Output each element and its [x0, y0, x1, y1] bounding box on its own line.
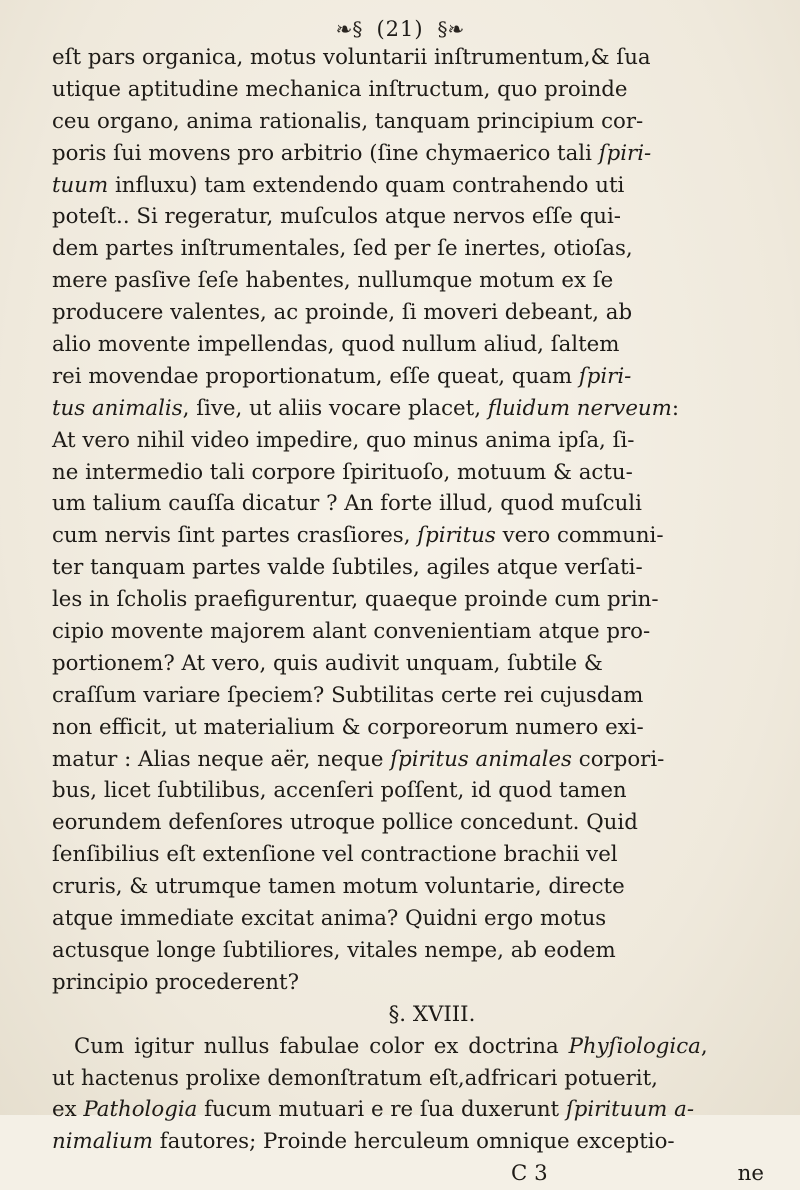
text-run: alio movente impellendas, quod nullum aliud, ſaltem	[52, 332, 620, 358]
signature-mark: C 3	[511, 1161, 548, 1187]
text-run: craſſum variare ſpeciem? Subtilitas certe rei cujusdam	[52, 682, 644, 708]
line-text	[74, 1031, 772, 1063]
text-run: :	[671, 395, 680, 421]
ornament-left: ❧§	[335, 17, 363, 41]
line-text	[52, 871, 772, 903]
text-line	[52, 552, 772, 584]
text-line	[52, 520, 772, 552]
text-run: matur : Alias neque aër, neque	[52, 746, 391, 772]
line-text	[52, 297, 772, 329]
text-line	[52, 233, 772, 265]
text-line	[52, 935, 772, 967]
text-line	[52, 903, 772, 935]
ornament-right: §❧	[437, 17, 465, 41]
text-line	[52, 393, 772, 425]
text-run: mere pasſive ſeſe habentes, nullumque motum ex ſe	[52, 268, 614, 294]
catchword: ne	[737, 1161, 764, 1187]
text-line	[52, 329, 772, 361]
line-text	[52, 233, 772, 265]
text-run: eſt pars organica, motus voluntarii inſtrumentum,& ſua	[52, 45, 651, 70]
italic-run: ſpiritus	[417, 523, 496, 549]
line-text	[52, 775, 772, 807]
line-text	[52, 744, 772, 776]
text-run: les in ſcholis praefigurentur, quaeque proinde cum prin-	[52, 587, 659, 613]
paragraph-1	[52, 42, 772, 999]
line-text	[52, 329, 772, 361]
text-run: fautores; Proinde herculeum omnique exceptio-	[152, 1129, 675, 1155]
line-text	[52, 967, 299, 999]
italic-run: fluidum nerveum	[487, 395, 672, 421]
page-header	[0, 12, 800, 46]
line-text	[52, 74, 772, 106]
italic-run: tus animalis	[52, 395, 183, 421]
text-line	[52, 839, 772, 871]
text-line	[52, 297, 772, 329]
text-run: ſenſibilius eſt extenſione vel contractione brachii vel	[52, 842, 618, 868]
text-run: At vero nihil video impedire, quo minus anima ipſa, ſi-	[52, 427, 635, 453]
text-line	[52, 871, 772, 903]
text-line	[52, 74, 772, 106]
text-run: ex	[52, 1097, 84, 1123]
text-run: cipio movente majorem alant convenientiam atque pro-	[52, 619, 651, 645]
line-text	[52, 648, 772, 680]
italic-run: ſpiri-	[578, 363, 632, 389]
line-text	[52, 903, 772, 935]
text-run: um talium cauſſa dicatur ? An forte illud, quod muſculi	[52, 491, 642, 517]
text-run: , ſive, ut aliis vocare placet,	[182, 395, 488, 421]
line-text	[52, 935, 772, 967]
italic-run: ſpiri-	[598, 140, 652, 166]
line-text	[52, 201, 772, 233]
text-run: utique aptitudine mechanica inſtructum, quo proinde	[52, 76, 628, 102]
text-line	[52, 1126, 772, 1158]
text-line	[52, 680, 772, 712]
text-run: producere valentes, ac proinde, ſi moveri debeant, ab	[52, 300, 633, 326]
text-run: non efficit, ut materialium & corporeorum numero exi-	[52, 714, 644, 740]
line-text	[52, 393, 772, 425]
text-line	[52, 775, 772, 807]
text-line	[52, 744, 772, 776]
line-text	[52, 425, 772, 457]
page-footer	[52, 1158, 772, 1190]
italic-run: ſpirituum a-	[565, 1097, 695, 1123]
line-text	[52, 552, 772, 584]
line-text	[52, 680, 772, 712]
line-text	[52, 839, 772, 871]
text-line	[52, 584, 772, 616]
line-text	[52, 170, 772, 202]
text-body	[52, 42, 772, 1190]
line-text	[52, 138, 772, 170]
text-run: fucum mutuari e re ſua duxerunt	[197, 1097, 566, 1123]
italic-run: ſpiritus animales	[390, 746, 572, 772]
line-text	[52, 361, 772, 393]
text-line	[52, 42, 772, 74]
text-line	[52, 648, 772, 680]
text-line	[52, 425, 772, 457]
text-run: influxu) tam extendendo quam contrahendo uti	[108, 172, 625, 198]
text-run: principio procederent?	[52, 969, 299, 995]
text-line	[52, 488, 772, 520]
text-run: ut hactenus prolixe demonſtratum eſt,adfricari potuerit,	[52, 1065, 658, 1091]
text-line	[52, 265, 772, 297]
text-run: poteſt.. Si regeratur, muſculos atque nervos eſſe qui-	[52, 204, 621, 230]
line-text	[52, 584, 772, 616]
line-text	[52, 265, 772, 297]
paragraph-2	[52, 1031, 772, 1159]
text-line	[52, 457, 772, 489]
italic-run: nimalium	[52, 1129, 153, 1155]
line-text	[52, 712, 772, 744]
text-run: corpori-	[572, 746, 665, 772]
text-run: ter tanquam partes valde ſubtiles, agiles atque verſati-	[52, 555, 643, 581]
text-run: vero communi-	[495, 523, 664, 549]
text-run: cruris, & utrumque tamen motum voluntarie, directe	[52, 874, 625, 900]
text-run: ceu organo, anima rationalis, tanquam principium cor-	[52, 108, 644, 134]
text-run: poris ſui movens pro arbitrio (ſine chymaerico tali	[52, 140, 599, 166]
text-run: dem partes inſtrumentales, ſed per ſe inertes, otioſas,	[52, 236, 633, 262]
text-run: bus, licet ſubtilibus, accenſeri poſſent, id quod tamen	[52, 778, 627, 804]
page-number: (21)	[376, 17, 424, 41]
line-text	[52, 42, 772, 74]
line-text	[52, 1063, 772, 1095]
line-text	[52, 1126, 772, 1158]
text-run: eorundem defenſores utroque pollice concedunt. Quid	[52, 810, 638, 836]
text-line	[52, 712, 772, 744]
text-line	[52, 201, 772, 233]
text-line	[52, 1094, 772, 1126]
line-text	[52, 1094, 772, 1126]
text-run: rei movendae proportionatum, eſſe queat, quam	[52, 363, 579, 389]
italic-run: Phyſiologica	[568, 1033, 701, 1059]
line-text	[52, 520, 772, 552]
italic-run: tuum	[52, 172, 109, 198]
text-line	[52, 616, 772, 648]
text-line	[52, 361, 772, 393]
text-line	[52, 170, 772, 202]
line-text	[52, 616, 772, 648]
text-run: actusque longe ſubtiliores, vitales nempe, ab eodem	[52, 937, 616, 963]
line-text	[52, 457, 772, 489]
text-run: Cum igitur nullus fabulae color ex doctrina	[74, 1033, 569, 1059]
text-run: atque immediate excitat anima? Quidni ergo motus	[52, 906, 607, 932]
text-run: portionem? At vero, quis audivit unquam, ſubtile &	[52, 650, 603, 676]
text-line	[52, 967, 772, 999]
text-line	[52, 1031, 772, 1063]
text-line	[52, 106, 772, 138]
text-line	[52, 138, 772, 170]
text-run: ne intermedio tali corpore ſpirituoſo, motuum & actu-	[52, 459, 633, 485]
section-heading: §. XVIII.	[388, 1001, 476, 1027]
text-line	[52, 807, 772, 839]
text-line	[52, 1063, 772, 1095]
text-run: cum nervis ſint partes crasſiores,	[52, 523, 418, 549]
line-text	[52, 488, 772, 520]
italic-run: Pathologia	[83, 1097, 198, 1123]
line-text	[52, 106, 772, 138]
text-run: ,	[700, 1033, 708, 1059]
line-text	[52, 807, 772, 839]
